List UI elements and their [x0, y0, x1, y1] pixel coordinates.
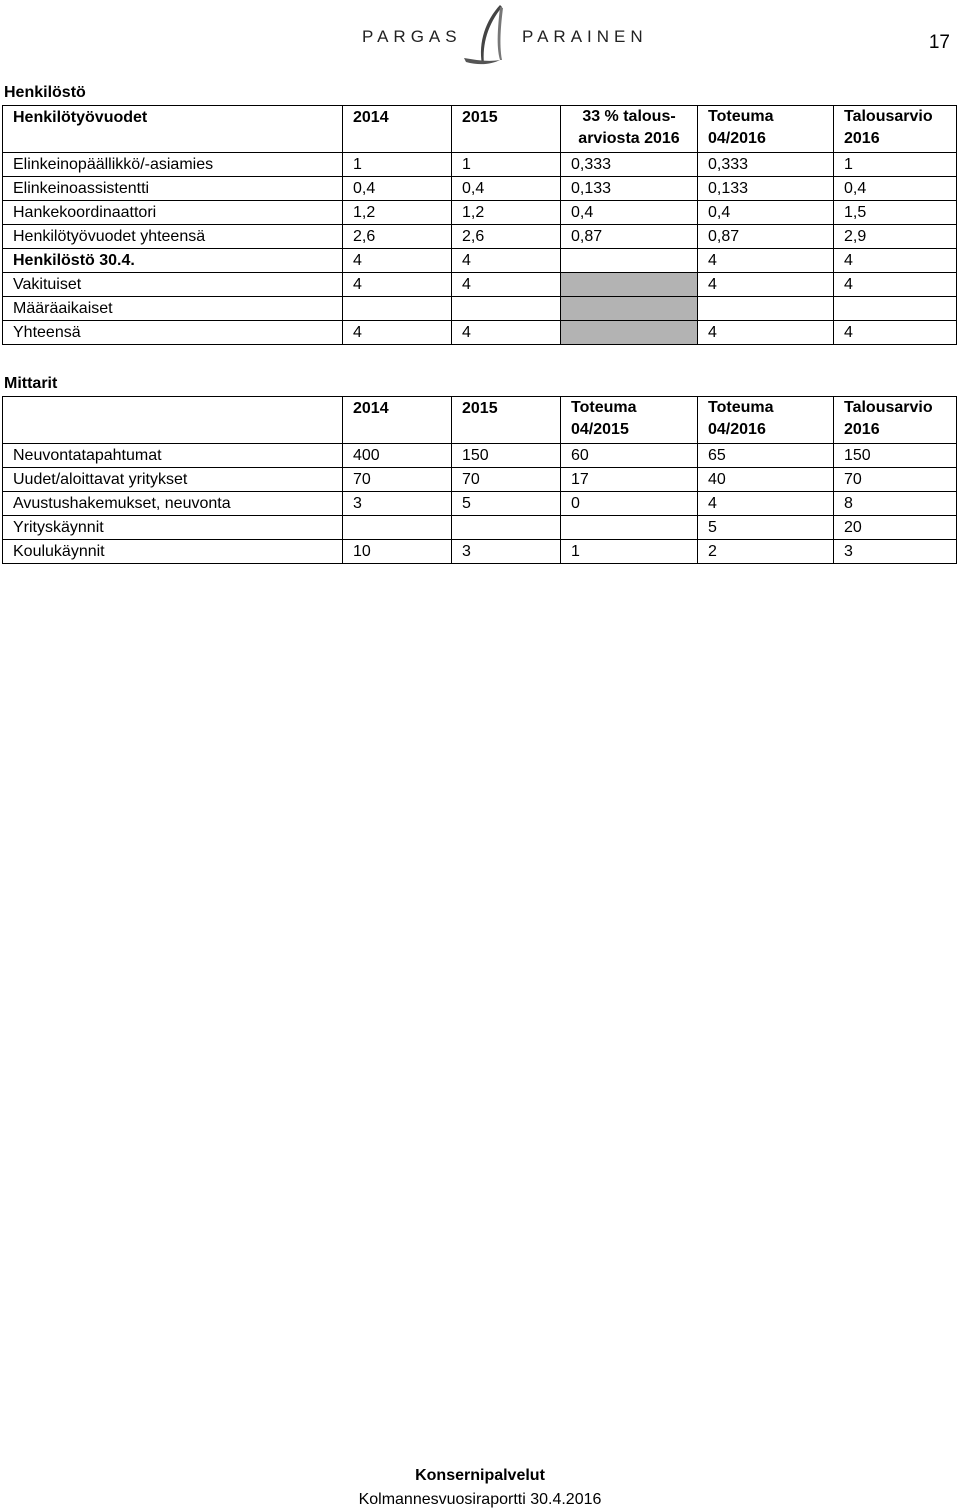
table-row	[3, 249, 957, 273]
footer-title: Konsernipalvelut	[415, 1467, 545, 1484]
row-label: Elinkeinoassistentti	[3, 177, 343, 201]
row-label: Hankekoordinaattori	[3, 201, 343, 225]
cell: 1,2	[452, 201, 561, 225]
cell	[343, 297, 452, 321]
cell: 4	[834, 249, 957, 273]
table-row	[3, 297, 957, 321]
cell: 0,4	[561, 201, 698, 225]
cell: 0,333	[561, 153, 698, 177]
shaded-cell	[561, 297, 698, 321]
row-label: Elinkeinopäällikkö/-asiamies	[3, 153, 343, 177]
cell: 0,4	[452, 177, 561, 201]
table-row	[3, 492, 957, 516]
cell: 1,5	[834, 201, 957, 225]
cell	[561, 249, 698, 273]
cell: 0	[561, 492, 698, 516]
henkilosto-title: Henkilöstö	[4, 84, 86, 101]
row-label: Neuvontatapahtumat	[3, 444, 343, 468]
cell: 4	[343, 273, 452, 297]
cell	[452, 297, 561, 321]
shaded-cell	[561, 321, 698, 345]
page-header	[0, 0, 960, 80]
col-header-toteuma-04-2016: Toteuma 04/2016	[698, 106, 834, 153]
row-label: Avustushakemukset, neuvonta	[3, 492, 343, 516]
col-header-2014: 2014	[343, 397, 452, 444]
table-row	[3, 273, 957, 297]
mittarit-header-row	[3, 397, 957, 444]
cell: 70	[343, 468, 452, 492]
table-row	[3, 177, 957, 201]
cell: 4	[343, 321, 452, 345]
cell	[561, 516, 698, 540]
table-row	[3, 444, 957, 468]
row-label: Uudet/aloittavat yritykset	[3, 468, 343, 492]
henkilosto-header-row	[3, 106, 957, 153]
col-header-blank	[3, 397, 343, 444]
cell: 20	[834, 516, 957, 540]
page-number: 17	[928, 32, 950, 53]
cell	[343, 516, 452, 540]
table-row	[3, 516, 957, 540]
cell: 0,4	[834, 177, 957, 201]
cell: 4	[452, 321, 561, 345]
cell: 4	[452, 249, 561, 273]
cell: 10	[343, 540, 452, 564]
row-label: Yrityskäynnit	[3, 516, 343, 540]
cell: 0,87	[561, 225, 698, 249]
cell: 5	[698, 516, 834, 540]
cell: 1	[561, 540, 698, 564]
row-label: Henkilötyövuodet yhteensä	[3, 225, 343, 249]
mittarit-title: Mittarit	[4, 375, 58, 392]
table-row	[3, 225, 957, 249]
cell: 3	[834, 540, 957, 564]
logo-text-pargas: PARGAS	[362, 27, 462, 46]
cell: 2,6	[452, 225, 561, 249]
footer-subtitle: Kolmannesvuosiraportti 30.4.2016	[358, 1491, 602, 1508]
cell	[452, 516, 561, 540]
table-row	[3, 540, 957, 564]
col-header-toteuma-04-2016: Toteuma 04/2016	[698, 397, 834, 444]
col-header-talousarvio-2016: Talousarvio 2016	[834, 397, 957, 444]
cell: 2,6	[343, 225, 452, 249]
cell: 3	[452, 540, 561, 564]
row-label: Vakituiset	[3, 273, 343, 297]
mittarit-table	[2, 396, 957, 564]
cell: 400	[343, 444, 452, 468]
sail-logo-icon	[456, 2, 516, 68]
row-label: Yhteensä	[3, 321, 343, 345]
cell: 150	[834, 444, 957, 468]
cell: 65	[698, 444, 834, 468]
cell: 4	[698, 321, 834, 345]
cell: 60	[561, 444, 698, 468]
cell: 0,87	[698, 225, 834, 249]
cell: 4	[834, 321, 957, 345]
table-row	[3, 321, 957, 345]
cell: 70	[452, 468, 561, 492]
cell: 0,4	[698, 201, 834, 225]
row-label: Määräaikaiset	[3, 297, 343, 321]
cell: 4	[452, 273, 561, 297]
cell: 17	[561, 468, 698, 492]
col-header-33-percent: 33 % talous- arviosta 2016	[561, 106, 698, 153]
cell: 4	[834, 273, 957, 297]
cell: 0,333	[698, 153, 834, 177]
cell: 1	[834, 153, 957, 177]
col-header-henkilotyovuodet: Henkilötyövuodet	[3, 106, 343, 153]
shaded-cell	[561, 273, 698, 297]
col-header-toteuma-04-2015: Toteuma 04/2015	[561, 397, 698, 444]
row-label: Henkilöstö 30.4.	[3, 249, 343, 273]
cell: 1,2	[343, 201, 452, 225]
cell: 150	[452, 444, 561, 468]
cell: 5	[452, 492, 561, 516]
cell	[834, 297, 957, 321]
cell: 3	[343, 492, 452, 516]
cell: 0,133	[698, 177, 834, 201]
cell: 4	[698, 492, 834, 516]
cell: 4	[698, 273, 834, 297]
row-label: Koulukäynnit	[3, 540, 343, 564]
cell: 2,9	[834, 225, 957, 249]
cell: 8	[834, 492, 957, 516]
cell	[698, 297, 834, 321]
henkilosto-table	[2, 105, 957, 345]
cell: 1	[343, 153, 452, 177]
cell: 4	[698, 249, 834, 273]
cell: 0,4	[343, 177, 452, 201]
col-header-2015: 2015	[452, 106, 561, 153]
logo-text-parainen: PARAINEN	[522, 27, 648, 46]
cell: 1	[452, 153, 561, 177]
cell: 0,133	[561, 177, 698, 201]
table-row	[3, 468, 957, 492]
cell: 70	[834, 468, 957, 492]
col-header-talousarvio-2016: Talousarvio 2016	[834, 106, 957, 153]
table-row	[3, 201, 957, 225]
cell: 2	[698, 540, 834, 564]
col-header-2015: 2015	[452, 397, 561, 444]
table-row	[3, 153, 957, 177]
col-header-2014: 2014	[343, 106, 452, 153]
cell: 40	[698, 468, 834, 492]
cell: 4	[343, 249, 452, 273]
